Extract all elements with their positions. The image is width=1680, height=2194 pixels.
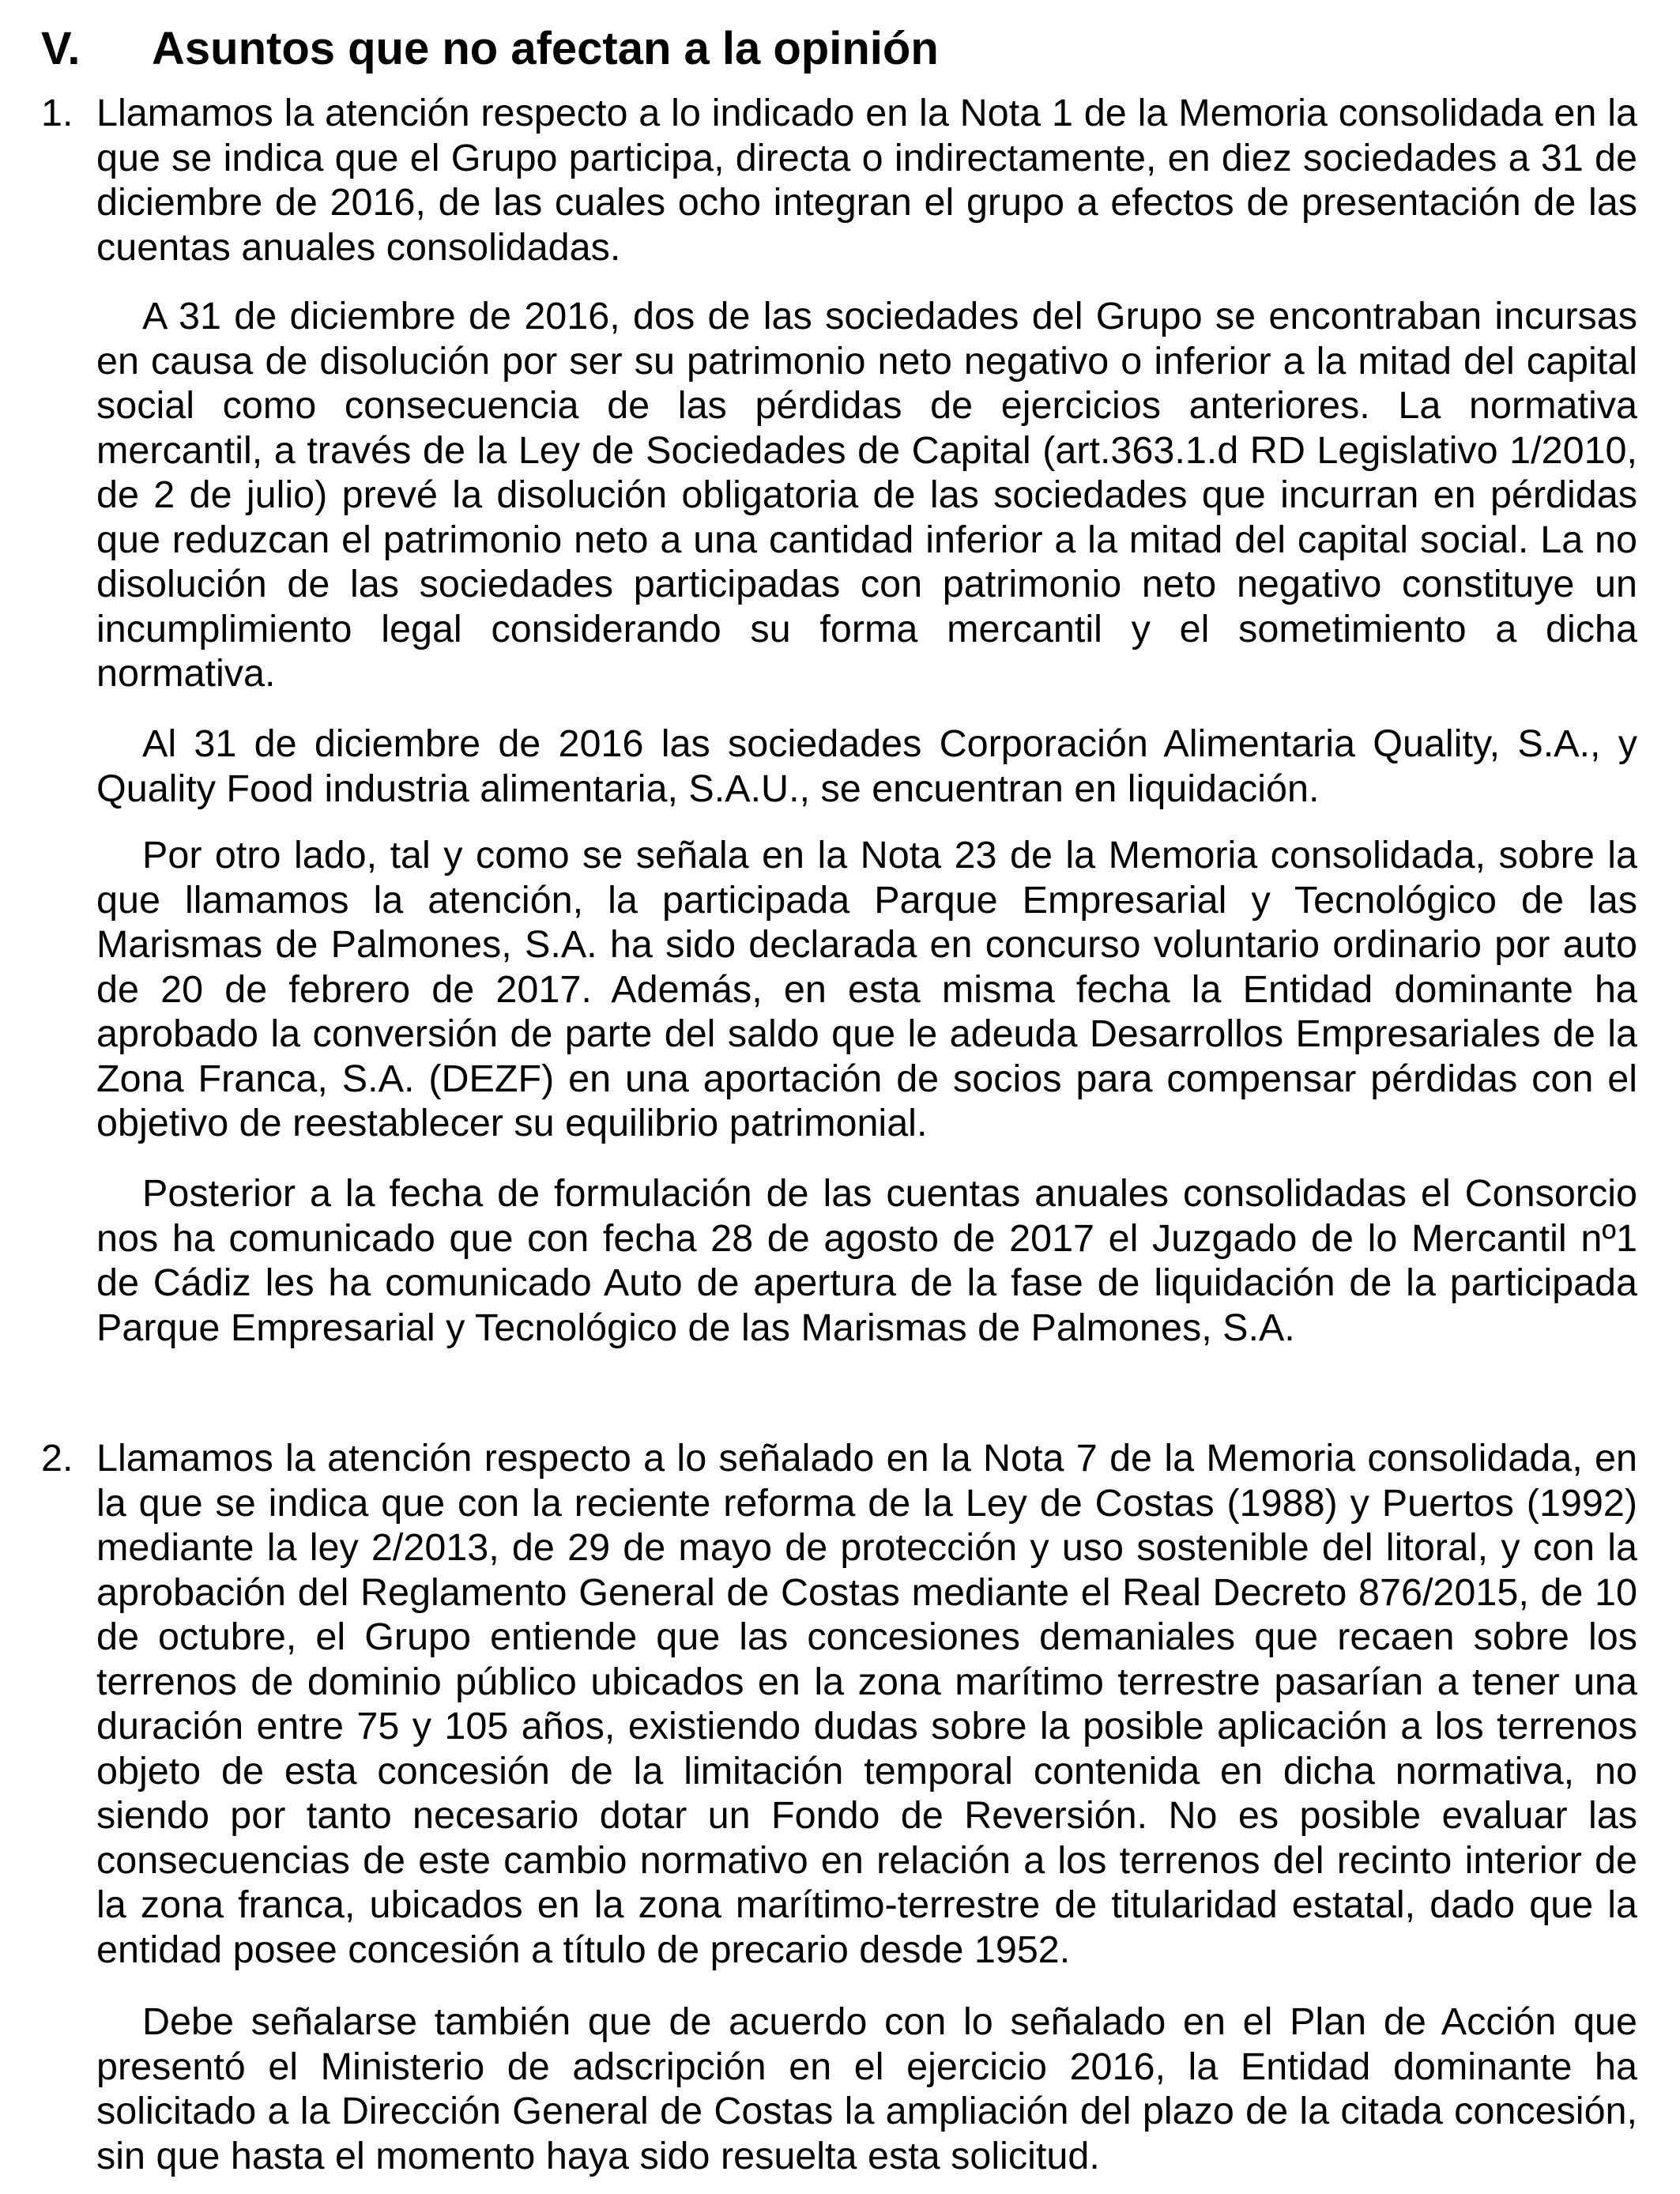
paragraph: Posterior a la fecha de formulación de las cuentas anuales consolidadas el Consorcio nos ha comunicado que con fecha 28 de agosto de 2017 el Juzgado de lo Mercantil nº1 de Cádiz les ha comunicado Auto de apertura de la fase de liquidación de la participada Parque Empresarial y Tecnológico de las Marismas de Palmones, S.A. [96, 1172, 1637, 1349]
section-title: Asuntos que no afectan a la opinión [152, 23, 939, 74]
paragraph: Llamamos la atención respecto a lo señalado en la Nota 7 de la Memoria consolidada, en la que se indica que con la reciente reforma de la Ley de Costas (1988) y Puertos (1992) mediante la ley 2/2013, de 29 de mayo de protección y uso sostenible del litoral, y con la aprobación del Reglamento General de Costas mediante el Real Decreto 876/2015, de 10 de octubre, el Grupo entiende que las concesiones demaniales que recaen sobre los terrenos de dominio público ubicados en la zona marítimo terrestre pasarían a tener una duración entre 75 y 105 años, existiendo dudas sobre la posible aplicación a los terrenos objeto de esta concesión de la limitación temporal contenida en dicha normativa, no siendo por tanto necesario dotar un Fondo de Reversión. No es posible evaluar las consecuencias de este cambio normativo en relación a los terrenos del recinto interior de la zona franca, ubicados en la zona marítimo-terrestre de titularidad estatal, dado que la entidad posee concesión a título de precario desde 1952. [96, 1437, 1637, 1971]
paragraph: Al 31 de diciembre de 2016 las sociedades Corporación Alimentaria Quality, S.A., y Quality Food industria alimentaria, S.A.U., se encuentran en liquidación. [96, 722, 1637, 810]
paragraph: Llamamos la atención respecto a lo indicado en la Nota 1 de la Memoria consolidada en la que se indica que el Grupo participa, directa o indirectamente, en diez sociedades a 31 de diciembre de 2016, de las cuales ocho integran el grupo a efectos de presentación de las cuentas anuales consolidadas. [96, 92, 1637, 269]
paragraph: Por otro lado, tal y como se señala en la Nota 23 de la Memoria consolidada, sobre la que llamamos la atención, la participada Parque Empresarial y Tecnológico de las Marismas de Palmones, S.A. ha sido declarada en concurso voluntario ordinario por auto de 20 de febrero de 2017. Además, en esta misma fecha la Entidad dominante ha aprobado la conversión de parte del saldo que le adeuda Desarrollos Empresariales de la Zona Franca, S.A. (DEZF) en una aportación de socios para compensar pérdidas con el objetivo de reestablecer su equilibrio patrimonial. [96, 834, 1637, 1144]
item-number: 1. [41, 92, 73, 134]
paragraph: Debe señalarse también que de acuerdo con lo señalado en el Plan de Acción que presentó el Ministerio de adscripción en el ejercicio 2016, la Entidad dominante ha solicitado a la Dirección General de Costas la ampliación del plazo de la citada concesión, sin que hasta el momento haya sido resuelta esta solicitud. [96, 2000, 1637, 2177]
section-number: V. [41, 23, 81, 74]
item-number: 2. [41, 1437, 73, 1480]
paragraph: A 31 de diciembre de 2016, dos de las sociedades del Grupo se encontraban incursas en causa de disolución por ser su patrimonio neto negativo o inferior a la mitad del capital social como consecuencia de las pérdidas de ejercicios anteriores. La normativa mercantil, a través de la Ley de Sociedades de Capital (art.363.1.d RD Legislativo 1/2010, de 2 de julio) prevé la disolución obligatoria de las sociedades que incurran en pérdidas que reduzcan el patrimonio neto a una cantidad inferior a la mitad del capital social. La no disolución de las sociedades participadas con patrimonio neto negativo constituye un incumplimiento legal considerando su forma mercantil y el sometimiento a dicha normativa. [96, 295, 1637, 695]
